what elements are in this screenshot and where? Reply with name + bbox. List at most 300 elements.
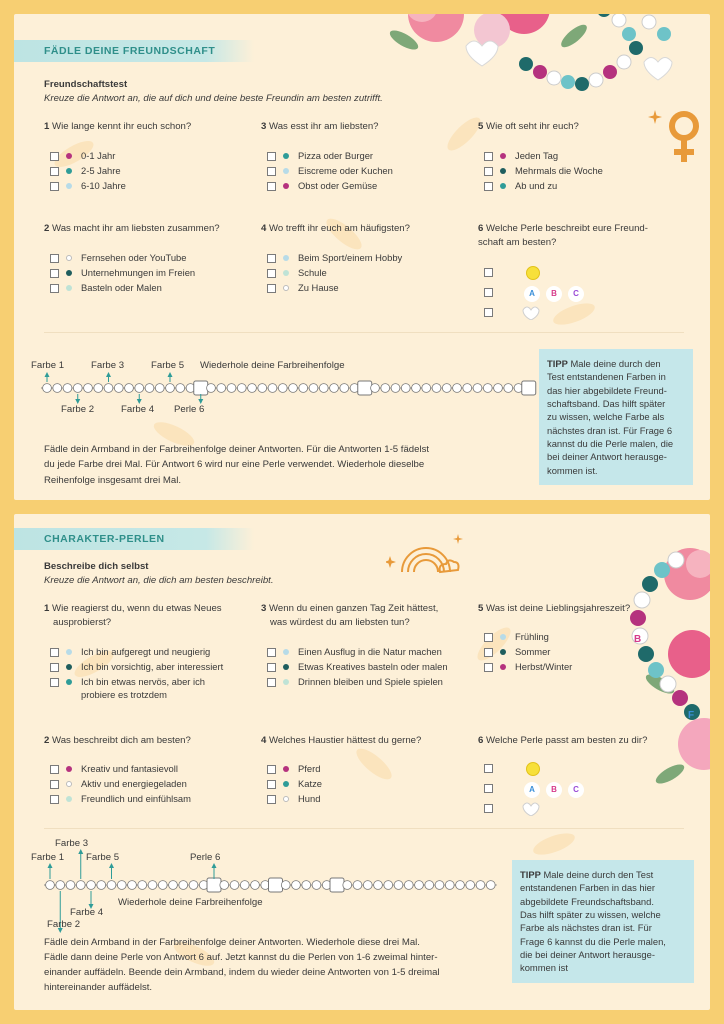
option-label: Frühling bbox=[515, 631, 549, 642]
question-number: 4 bbox=[261, 223, 267, 234]
pattern-bead bbox=[394, 881, 403, 890]
question-text: Wie reagierst du, wenn du etwas Neues bbox=[52, 603, 222, 614]
color-dot bbox=[283, 664, 289, 670]
pattern-bead bbox=[117, 881, 126, 890]
checkbox[interactable] bbox=[484, 167, 493, 176]
pattern-bead bbox=[278, 384, 287, 393]
pattern-bead bbox=[312, 881, 321, 890]
question-number: 3 bbox=[261, 603, 267, 614]
color-dot bbox=[66, 285, 72, 291]
checkbox[interactable] bbox=[267, 182, 276, 191]
bead-option-letters[interactable] bbox=[484, 286, 590, 302]
option-label: Jeden Tag bbox=[515, 150, 559, 161]
label-farbe-3: Farbe 3 bbox=[91, 360, 125, 371]
tip-line: zu wissen, welche Farbe als bbox=[547, 411, 665, 423]
pattern-square-bead bbox=[207, 878, 221, 892]
question-text: Was beschreibt dich am besten? bbox=[52, 735, 191, 746]
pattern-bead bbox=[43, 384, 52, 393]
bead-option-heart[interactable] bbox=[484, 306, 540, 320]
checkbox[interactable] bbox=[50, 648, 59, 657]
color-dot bbox=[283, 285, 289, 291]
color-dot bbox=[66, 153, 72, 159]
pattern-bead bbox=[148, 881, 157, 890]
label-farbe-4: Farbe 4 bbox=[70, 907, 104, 918]
tip-label: TIPP bbox=[547, 358, 568, 369]
color-dot bbox=[500, 168, 506, 174]
option-label: Sommer bbox=[515, 646, 551, 657]
pattern-bead bbox=[56, 881, 65, 890]
tip-line: Frage 6 kannst du die Perle malen, bbox=[520, 935, 666, 947]
pattern-bead bbox=[425, 881, 434, 890]
question-5 bbox=[478, 602, 630, 616]
pattern-bead bbox=[363, 881, 372, 890]
option-label: Unternehmungen im Freien bbox=[81, 267, 196, 278]
color-dot bbox=[283, 183, 289, 189]
answer-option[interactable] bbox=[50, 180, 126, 193]
pattern-bead bbox=[340, 384, 349, 393]
label-perle-6: Perle 6 bbox=[174, 404, 205, 415]
option-label: Basteln oder Malen bbox=[81, 282, 162, 293]
pattern-bead bbox=[166, 384, 175, 393]
tip-line: das hier abgebildete Freund- bbox=[547, 384, 667, 396]
tip-line: bei deiner Antwort herausge- bbox=[547, 451, 667, 463]
test-instruction: Kreuze die Antwort an, die dich am besten beschreibt. bbox=[44, 575, 274, 586]
question-text: Wie lange kennt ihr euch schon? bbox=[52, 121, 192, 132]
letter-bead-c: C bbox=[568, 782, 584, 798]
pattern-bead bbox=[155, 384, 164, 393]
test-heading: Beschreibe dich selbst bbox=[44, 561, 149, 572]
tip-line: kannst du die Perle malen, die bbox=[547, 438, 674, 450]
pattern-bead bbox=[251, 881, 260, 890]
pattern-bead bbox=[135, 384, 144, 393]
question-3 bbox=[261, 602, 438, 630]
color-dot bbox=[66, 270, 72, 276]
checkbox[interactable] bbox=[267, 648, 276, 657]
answer-option[interactable] bbox=[50, 252, 186, 265]
pattern-square-bead bbox=[358, 381, 372, 395]
label-repeat: Wiederhole deine Farbreihenfolge bbox=[118, 897, 263, 908]
color-dot bbox=[500, 664, 506, 670]
label-repeat: Wiederhole deine Farbreihenfolge bbox=[200, 360, 345, 371]
tip-box bbox=[539, 349, 693, 485]
heart-bead-icon bbox=[522, 802, 540, 816]
question-3 bbox=[261, 120, 379, 134]
answer-option[interactable] bbox=[267, 676, 443, 689]
option-label: Kreativ und fantasievoll bbox=[81, 763, 178, 774]
answer-option[interactable] bbox=[484, 180, 557, 193]
answer-option[interactable] bbox=[50, 778, 187, 791]
answer-option[interactable] bbox=[50, 793, 191, 806]
option-label: Schule bbox=[298, 267, 327, 278]
answer-option[interactable] bbox=[267, 793, 320, 806]
option-label: Herbst/Winter bbox=[515, 661, 573, 672]
answer-option[interactable] bbox=[50, 150, 115, 163]
pattern-bead bbox=[486, 881, 495, 890]
pattern-bead bbox=[292, 881, 301, 890]
checkbox[interactable] bbox=[484, 308, 493, 317]
pattern-square-bead bbox=[330, 878, 344, 892]
answer-option[interactable] bbox=[484, 631, 549, 644]
option-label: Pizza oder Burger bbox=[298, 150, 374, 161]
arrow-head bbox=[45, 372, 50, 377]
answer-option[interactable] bbox=[267, 150, 373, 163]
label-farbe-5: Farbe 5 bbox=[86, 852, 120, 863]
tip-line: die bei deiner Antwort herausge- bbox=[520, 949, 655, 961]
text-line: du jede Farbe drei Mal. Für Antwort 6 wird nur eine Perle verwendet. Wiederhole dieselbe bbox=[44, 459, 425, 471]
color-dot bbox=[66, 664, 72, 670]
answer-option[interactable] bbox=[267, 661, 448, 674]
label-farbe-1: Farbe 1 bbox=[31, 852, 65, 863]
pattern-bead bbox=[248, 384, 257, 393]
pattern-bead bbox=[319, 384, 328, 393]
tip-line: Das hilft später zu wissen, welche bbox=[520, 909, 661, 921]
question-text: Wo trefft ihr euch am häufigsten? bbox=[269, 223, 410, 234]
option-label: Mehrmals die Woche bbox=[515, 165, 603, 176]
pattern-bead bbox=[374, 881, 383, 890]
pattern-bead bbox=[281, 881, 290, 890]
question-number: 5 bbox=[478, 121, 484, 132]
checkbox[interactable] bbox=[267, 765, 276, 774]
checkbox[interactable] bbox=[267, 678, 276, 687]
color-dot bbox=[283, 766, 289, 772]
question-number: 3 bbox=[261, 121, 267, 132]
pattern-bead bbox=[353, 881, 362, 890]
text-line: Fädle dein Armband in der Farbreihenfolge deiner Antworten. Wiederhole diese drei Mal. bbox=[44, 937, 420, 948]
pattern-bead bbox=[189, 881, 198, 890]
pattern-bead bbox=[432, 384, 441, 393]
pattern-bead bbox=[207, 384, 216, 393]
color-dot bbox=[66, 796, 72, 802]
pattern-bead bbox=[289, 384, 298, 393]
bead-option-smiley[interactable] bbox=[484, 266, 540, 280]
label-farbe-5: Farbe 5 bbox=[151, 360, 185, 371]
pattern-bead bbox=[453, 384, 462, 393]
pattern-square-bead bbox=[522, 381, 536, 395]
option-label: Einen Ausflug in die Natur machen bbox=[298, 646, 442, 657]
answer-option[interactable] bbox=[267, 165, 393, 178]
checkbox[interactable] bbox=[484, 268, 493, 277]
tip-line: Male deine durch den bbox=[567, 358, 661, 369]
option-label: Ich bin aufgeregt und neugierig bbox=[81, 646, 211, 657]
label-farbe-3: Farbe 3 bbox=[55, 838, 89, 849]
checkbox[interactable] bbox=[50, 678, 59, 687]
arrow-head bbox=[48, 863, 53, 868]
color-dot bbox=[283, 168, 289, 174]
pattern-bead bbox=[330, 384, 339, 393]
pattern-bead bbox=[309, 384, 318, 393]
tip-line: abgebildete Freundschaftsband. bbox=[520, 895, 654, 907]
option-line: probiere es trotzdem bbox=[81, 688, 167, 700]
answer-option[interactable] bbox=[50, 267, 195, 280]
question-text: Welche Perle beschreibt eure Freund- bbox=[486, 223, 648, 234]
question-number: 1 bbox=[44, 603, 50, 614]
pattern-bead bbox=[66, 881, 75, 890]
color-dot bbox=[66, 781, 72, 787]
checkbox[interactable] bbox=[484, 663, 493, 672]
answer-option[interactable] bbox=[50, 282, 162, 295]
tip-line: kommen ist bbox=[520, 962, 568, 974]
color-dot bbox=[283, 153, 289, 159]
option-label: Etwas Kreatives basteln oder malen bbox=[298, 661, 448, 672]
checkbox[interactable] bbox=[484, 633, 493, 642]
checkbox[interactable] bbox=[484, 182, 493, 191]
pattern-bead bbox=[435, 881, 444, 890]
checkbox[interactable] bbox=[267, 284, 276, 293]
question-5 bbox=[478, 120, 579, 134]
checkbox[interactable] bbox=[267, 152, 276, 161]
option-label: Aktiv und energiegeladen bbox=[81, 778, 187, 789]
question-6 bbox=[478, 734, 647, 748]
pattern-bead bbox=[494, 384, 503, 393]
answer-option[interactable] bbox=[484, 646, 550, 659]
smiley-bead-icon bbox=[526, 762, 540, 776]
color-dot bbox=[500, 634, 506, 640]
pattern-bead bbox=[442, 384, 451, 393]
answer-option[interactable] bbox=[267, 267, 327, 280]
pattern-bead bbox=[381, 384, 390, 393]
pattern-bead bbox=[456, 881, 465, 890]
pattern-bead bbox=[473, 384, 482, 393]
instructions-text bbox=[44, 442, 429, 488]
option-label: Ab und zu bbox=[515, 180, 558, 191]
checkbox[interactable] bbox=[484, 648, 493, 657]
bead-option-letters[interactable] bbox=[484, 782, 590, 798]
answer-option[interactable] bbox=[50, 676, 205, 701]
checkbox[interactable] bbox=[50, 663, 59, 672]
question-text: Was ist deine Lieblingsjahreszeit? bbox=[486, 603, 631, 614]
checkbox[interactable] bbox=[50, 795, 59, 804]
option-label: Beim Sport/einem Hobby bbox=[298, 252, 403, 263]
tip-line: kommen ist. bbox=[547, 464, 598, 476]
question-6 bbox=[478, 222, 648, 250]
pattern-bead bbox=[258, 384, 267, 393]
checkbox[interactable] bbox=[267, 167, 276, 176]
pattern-bead bbox=[302, 881, 311, 890]
tip-line: Male deine durch den Test bbox=[540, 869, 654, 880]
pattern-bead bbox=[158, 881, 167, 890]
pattern-bead bbox=[384, 881, 393, 890]
answer-option[interactable] bbox=[484, 661, 572, 674]
arrow-head bbox=[168, 372, 173, 377]
tip-line: schaftsband. Das hilft später bbox=[547, 398, 666, 410]
checkbox[interactable] bbox=[50, 780, 59, 789]
pattern-bead bbox=[114, 384, 123, 393]
answer-option[interactable] bbox=[267, 778, 322, 791]
question-2 bbox=[44, 222, 220, 236]
checkbox[interactable] bbox=[50, 152, 59, 161]
checkbox[interactable] bbox=[484, 764, 493, 773]
pattern-square-bead bbox=[269, 878, 283, 892]
question-text: ausprobierst? bbox=[53, 616, 112, 628]
pattern-bead bbox=[463, 384, 472, 393]
color-dot bbox=[283, 796, 289, 802]
pattern-bead bbox=[476, 881, 485, 890]
pattern-bead bbox=[391, 384, 400, 393]
pattern-bead bbox=[240, 881, 249, 890]
pattern-bead bbox=[504, 384, 513, 393]
pattern-bead bbox=[412, 384, 421, 393]
flower-bracelet-illustration bbox=[620, 544, 710, 814]
checkbox[interactable] bbox=[484, 804, 493, 813]
pattern-square-bead bbox=[194, 381, 208, 395]
question-2 bbox=[44, 734, 191, 748]
checkbox[interactable] bbox=[267, 269, 276, 278]
checkbox[interactable] bbox=[267, 254, 276, 263]
pattern-bead bbox=[84, 384, 93, 393]
option-label: Freundlich und einfühlsam bbox=[81, 793, 191, 804]
pattern-bead bbox=[343, 881, 352, 890]
pattern-bead bbox=[87, 881, 96, 890]
pattern-bead bbox=[217, 384, 226, 393]
question-text: Wenn du einen ganzen Tag Zeit hättest, bbox=[269, 603, 439, 614]
question-text: Was macht ihr am liebsten zusammen? bbox=[52, 223, 220, 234]
checkbox[interactable] bbox=[50, 254, 59, 263]
answer-option[interactable] bbox=[484, 165, 603, 178]
answer-option[interactable] bbox=[267, 282, 339, 295]
color-dot bbox=[500, 649, 506, 655]
color-dot bbox=[66, 649, 72, 655]
letter-bead-c: C bbox=[568, 286, 584, 302]
checkbox[interactable] bbox=[267, 780, 276, 789]
answer-option[interactable] bbox=[50, 763, 178, 776]
option-label: Fernsehen oder YouTube bbox=[81, 252, 187, 263]
question-text: schaft am besten? bbox=[478, 236, 557, 248]
arrow-head bbox=[106, 372, 111, 377]
pattern-bead bbox=[401, 384, 410, 393]
pattern-bead bbox=[404, 881, 413, 890]
option-label: 0-1 Jahr bbox=[81, 150, 116, 161]
question-number: 2 bbox=[44, 223, 50, 234]
checkbox[interactable] bbox=[267, 795, 276, 804]
divider bbox=[44, 828, 684, 829]
checkbox[interactable] bbox=[50, 765, 59, 774]
tip-line: Test entstandenen Farben in bbox=[547, 371, 666, 383]
pattern-bead bbox=[220, 881, 229, 890]
color-dot bbox=[283, 255, 289, 261]
arrow-head bbox=[109, 863, 114, 868]
pattern-bead bbox=[179, 881, 188, 890]
pattern-bead bbox=[445, 881, 454, 890]
pattern-bead bbox=[107, 881, 116, 890]
tip-box bbox=[512, 860, 694, 983]
answer-option[interactable] bbox=[50, 661, 223, 674]
question-text: Wie oft seht ihr euch? bbox=[486, 121, 579, 132]
tip-line: nächstes dran ist. Für Frage 6 bbox=[547, 424, 673, 436]
option-label: Katze bbox=[298, 778, 322, 789]
pattern-bead bbox=[268, 384, 277, 393]
question-number: 2 bbox=[44, 735, 50, 746]
bead-option-smiley[interactable] bbox=[484, 762, 540, 776]
color-dot bbox=[66, 766, 72, 772]
pattern-bead bbox=[483, 384, 492, 393]
question-4 bbox=[261, 734, 421, 748]
question-text: was würdest du am liebsten tun? bbox=[270, 616, 410, 628]
option-label bbox=[81, 676, 205, 701]
tip-label: TIPP bbox=[520, 869, 541, 880]
label-farbe-1: Farbe 1 bbox=[31, 360, 65, 371]
answer-option[interactable] bbox=[267, 180, 377, 193]
pattern-bead bbox=[104, 384, 113, 393]
color-dot bbox=[283, 679, 289, 685]
tip-line: Farbe als nächstes dran ist. Für bbox=[520, 922, 652, 934]
option-label: Zu Hause bbox=[298, 282, 339, 293]
tip-line: entstandenen Farben in das hier bbox=[520, 882, 655, 894]
smiley-bead-icon bbox=[526, 266, 540, 280]
checkbox[interactable] bbox=[50, 284, 59, 293]
option-label: Hund bbox=[298, 793, 321, 804]
heart-bead-icon bbox=[522, 306, 540, 320]
label-farbe-2: Farbe 2 bbox=[47, 919, 81, 930]
pattern-bead bbox=[94, 384, 103, 393]
pattern-bead bbox=[128, 881, 137, 890]
color-dot bbox=[283, 270, 289, 276]
answer-option[interactable] bbox=[50, 165, 121, 178]
question-4 bbox=[261, 222, 410, 236]
option-label: Drinnen bleiben und Spiele spielen bbox=[298, 676, 443, 687]
checkbox[interactable] bbox=[50, 269, 59, 278]
character-panel bbox=[14, 514, 710, 1010]
pattern-bead bbox=[145, 384, 154, 393]
letter-bead-b: B bbox=[546, 782, 562, 798]
color-dot bbox=[500, 153, 506, 159]
question-1 bbox=[44, 120, 191, 134]
pattern-bead bbox=[169, 881, 178, 890]
answer-option[interactable] bbox=[484, 150, 558, 163]
checkbox[interactable] bbox=[484, 152, 493, 161]
option-label: Pferd bbox=[298, 763, 321, 774]
question-text: Welche Perle passt am besten zu dir? bbox=[486, 735, 648, 746]
pattern-bead bbox=[466, 881, 475, 890]
pattern-bead bbox=[46, 881, 55, 890]
checkbox[interactable] bbox=[484, 288, 493, 297]
color-dot bbox=[283, 781, 289, 787]
pattern-bead bbox=[53, 384, 62, 393]
question-text: Was esst ihr am liebsten? bbox=[269, 121, 379, 132]
text-line: hintereinander auffädelst. bbox=[44, 981, 153, 993]
text-line: Reihenfolge insgesamt drei Mal. bbox=[44, 474, 182, 486]
question-text: Welches Haustier hättest du gerne? bbox=[269, 735, 422, 746]
answer-option[interactable] bbox=[267, 763, 320, 776]
pattern-bead bbox=[299, 384, 308, 393]
answer-option[interactable] bbox=[267, 646, 442, 659]
pattern-bead bbox=[63, 384, 72, 393]
label-perle-6: Perle 6 bbox=[190, 852, 221, 863]
checkbox[interactable] bbox=[50, 167, 59, 176]
checkbox[interactable] bbox=[50, 182, 59, 191]
answer-option[interactable] bbox=[267, 252, 402, 265]
letter-bead-a: A bbox=[524, 286, 540, 302]
question-number: 4 bbox=[261, 735, 267, 746]
pattern-bead bbox=[176, 384, 185, 393]
answer-option[interactable] bbox=[50, 646, 210, 659]
color-dot bbox=[66, 183, 72, 189]
svg-text:B: B bbox=[634, 634, 642, 645]
instructions-text bbox=[44, 936, 440, 995]
text-line: Fädle dein Armband in der Farbreihenfolge deiner Antworten. Für die Antworten 1-5 fädelst bbox=[44, 444, 430, 455]
test-heading: Freundschaftstest bbox=[44, 79, 128, 90]
option-label: Eiscreme oder Kuchen bbox=[298, 165, 393, 176]
sparkle-icon bbox=[648, 110, 662, 124]
checkbox[interactable] bbox=[484, 784, 493, 793]
text-line: einander auffädeln. Beende dein Armband, indem du wieder deine Antworten von 1-5 dreimal bbox=[44, 966, 440, 978]
option-line: Ich bin etwas nervös, aber ich bbox=[81, 676, 206, 687]
divider bbox=[44, 332, 684, 333]
arrow-head bbox=[78, 849, 83, 854]
pattern-bead bbox=[237, 384, 246, 393]
bead-option-heart[interactable] bbox=[484, 802, 540, 816]
checkbox[interactable] bbox=[267, 663, 276, 672]
question-number: 5 bbox=[478, 603, 484, 614]
